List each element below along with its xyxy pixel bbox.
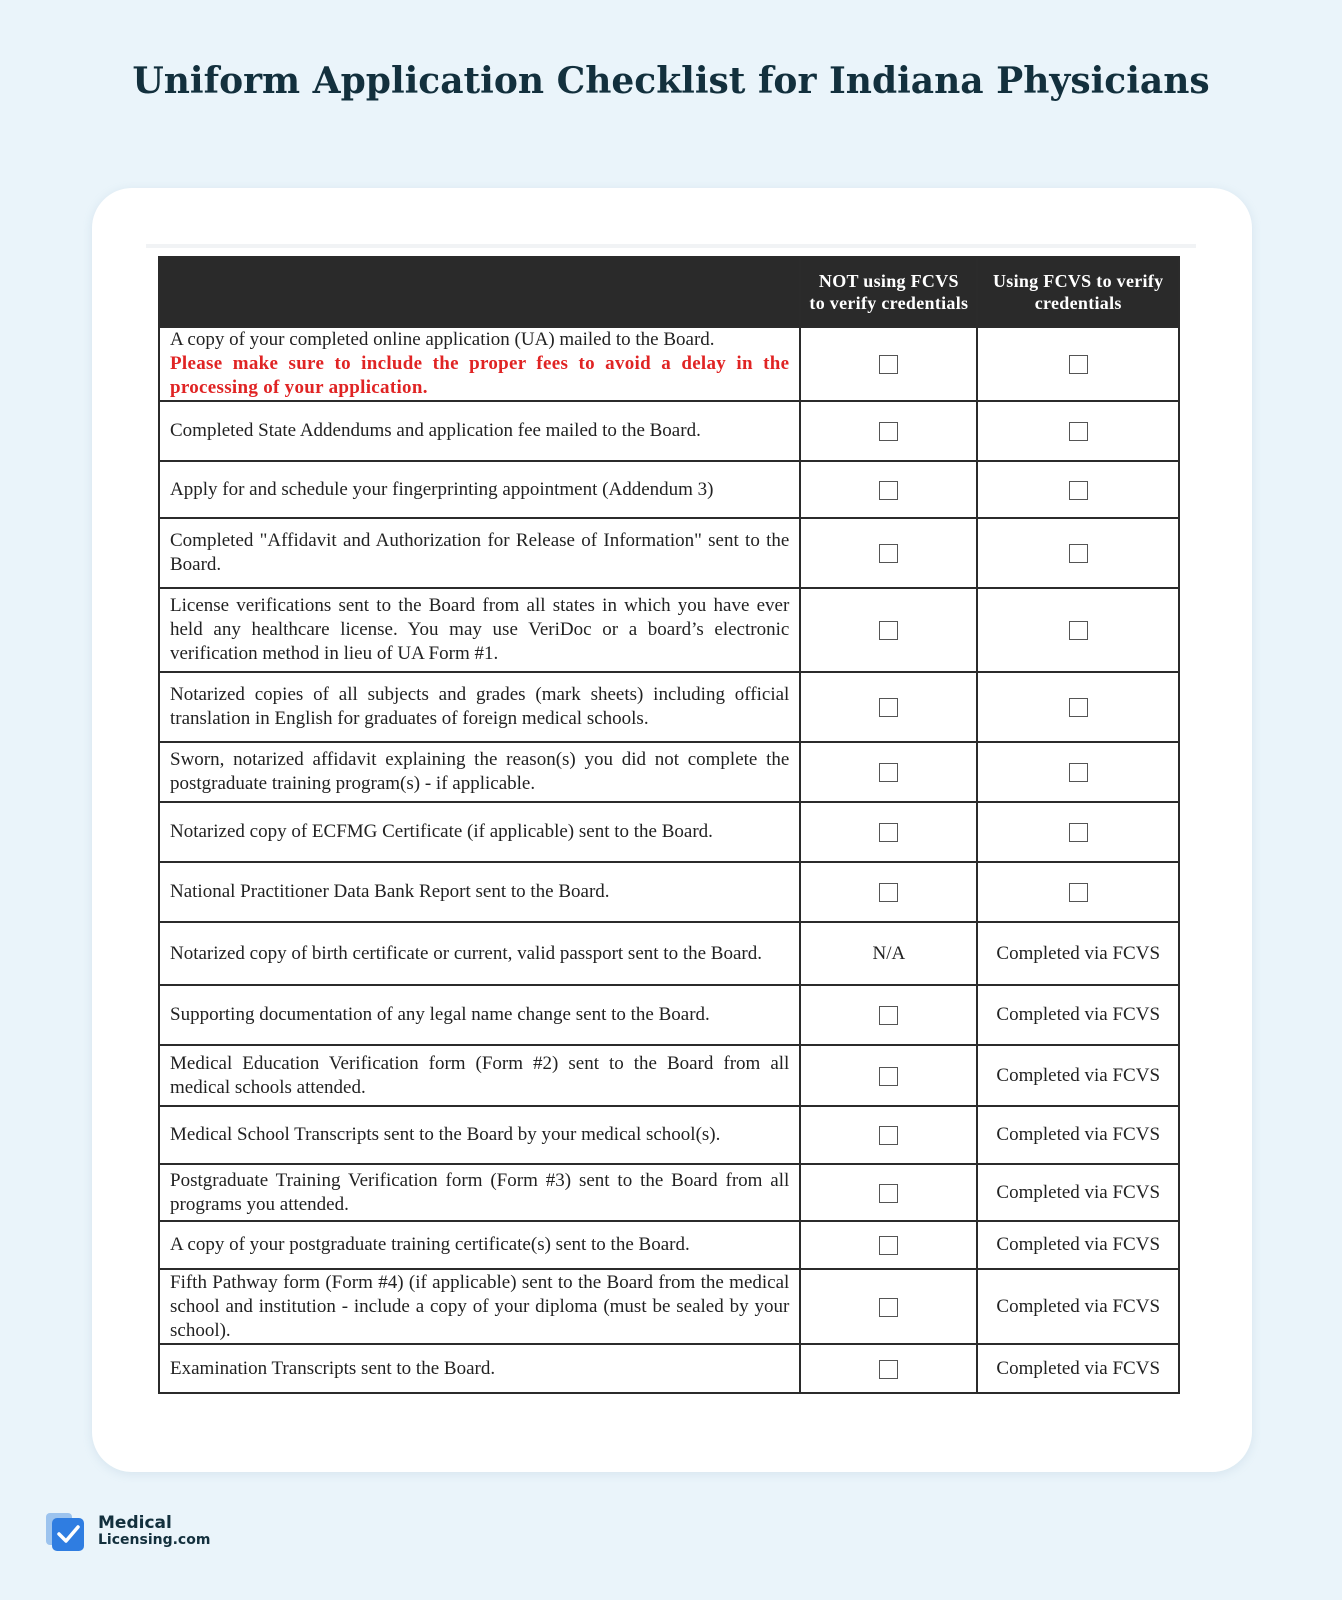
requirement-cell [159, 518, 800, 588]
using-fcvs-cell [977, 862, 1179, 922]
medical-licensing-logo[interactable] [46, 1510, 246, 1554]
checkmark-document-icon [46, 1512, 86, 1552]
checkbox[interactable] [879, 1006, 898, 1025]
using-fcvs-cell [977, 1045, 1179, 1106]
not-using-fcvs-cell [800, 742, 977, 802]
checkbox[interactable] [879, 883, 898, 902]
not-using-fcvs-cell [800, 327, 977, 401]
not-using-fcvs-cell [800, 922, 977, 985]
requirement-text: Supporting documentation of any legal name change sent to the Board. [170, 1004, 710, 1025]
checkbox[interactable] [879, 823, 898, 842]
using-fcvs-cell [977, 1269, 1179, 1344]
page-title: Uniform Application Checklist for Indiana Physicians [132, 60, 1210, 102]
requirement-text: Notarized copy of ECFMG Certificate (if applicable) sent to the Board. [170, 821, 713, 842]
checkbox[interactable] [1069, 355, 1088, 374]
checkbox[interactable] [1069, 698, 1088, 717]
table-row [159, 1269, 1179, 1344]
not-using-fcvs-cell [800, 862, 977, 922]
using-fcvs-cell [977, 518, 1179, 588]
logo-line-1: Medical [98, 1513, 172, 1533]
using-fcvs-cell [977, 672, 1179, 742]
not-using-fcvs-cell [800, 461, 977, 518]
requirement-cell [159, 985, 800, 1045]
fee-warning-note: Please make sure to include the proper fees to avoid a delay in the processing of your application. [170, 353, 790, 398]
requirement-cell [159, 802, 800, 862]
requirement-text: Postgraduate Training Verification form (Form #3) sent to the Board from all programs you attended. [170, 1169, 790, 1215]
logo-line-2: Licensing.com [98, 1532, 211, 1548]
completed-via-fcvs-text: Completed via FCVS [996, 1004, 1161, 1025]
table-header-row [159, 257, 1179, 327]
requirement-text: National Practitioner Data Bank Report sent to the Board. [170, 881, 610, 902]
not-using-fcvs-cell [800, 1344, 977, 1393]
logo-text [98, 1514, 210, 1549]
header-requirement [159, 257, 800, 327]
not-using-fcvs-cell [800, 401, 977, 461]
table-row [159, 1221, 1179, 1269]
checkbox[interactable] [879, 621, 898, 640]
checkbox[interactable] [1069, 763, 1088, 782]
completed-via-fcvs-text: Completed via FCVS [996, 942, 1161, 964]
requirement-cell [159, 327, 800, 401]
requirement-text: Notarized copy of birth certificate or current, valid passport sent to the Board. [170, 942, 762, 964]
table-row [159, 1164, 1179, 1221]
requirement-cell [159, 1221, 800, 1269]
table-row [159, 802, 1179, 862]
requirement-text: Medical School Transcripts sent to the Board by your medical school(s). [170, 1124, 721, 1145]
using-fcvs-cell [977, 922, 1179, 985]
header-not-using-fcvs: NOT using FCVS to verify credentials [800, 257, 977, 327]
table-row [159, 862, 1179, 922]
checkbox[interactable] [1069, 544, 1088, 563]
not-using-fcvs-cell [800, 1221, 977, 1269]
table-row [159, 401, 1179, 461]
completed-via-fcvs-text: Completed via FCVS [996, 1124, 1161, 1145]
requirement-cell [159, 1344, 800, 1393]
completed-via-fcvs-text: Completed via FCVS [996, 1181, 1161, 1203]
requirement-cell [159, 672, 800, 742]
table-row [159, 1106, 1179, 1164]
requirement-text: Apply for and schedule your fingerprinting appointment (Addendum 3) [170, 478, 714, 500]
using-fcvs-cell [977, 588, 1179, 672]
checkbox[interactable] [879, 355, 898, 374]
not-applicable-text: N/A [872, 942, 906, 964]
checkbox[interactable] [879, 1067, 898, 1086]
table-row [159, 588, 1179, 672]
requirement-text: Examination Transcripts sent to the Board. [170, 1357, 496, 1379]
using-fcvs-cell [977, 742, 1179, 802]
requirement-cell [159, 1269, 800, 1344]
checkbox[interactable] [1069, 621, 1088, 640]
using-fcvs-cell [977, 327, 1179, 401]
using-fcvs-cell [977, 401, 1179, 461]
not-using-fcvs-cell [800, 1164, 977, 1221]
table-row [159, 922, 1179, 985]
completed-via-fcvs-text: Completed via FCVS [996, 1295, 1161, 1317]
requirement-cell [159, 461, 800, 518]
table-row [159, 672, 1179, 742]
requirement-cell [159, 1106, 800, 1164]
scan-edge [146, 244, 1196, 248]
requirement-cell [159, 588, 800, 672]
checklist-table [158, 256, 1180, 1394]
checkbox[interactable] [879, 481, 898, 500]
using-fcvs-cell [977, 1221, 1179, 1269]
requirement-text: Fifth Pathway form (Form #4) (if applicable) sent to the Board from the medical school and institution - include a copy of your diploma (must be sealed by your school). [170, 1271, 790, 1341]
not-using-fcvs-cell [800, 1106, 977, 1164]
not-using-fcvs-cell [800, 1045, 977, 1106]
requirement-text: A copy of your postgraduate training certificate(s) sent to the Board. [170, 1234, 690, 1255]
not-using-fcvs-cell [800, 518, 977, 588]
table-row [159, 1344, 1179, 1393]
requirement-cell [159, 922, 800, 985]
using-fcvs-cell [977, 802, 1179, 862]
checkbox[interactable] [1069, 823, 1088, 842]
not-using-fcvs-cell [800, 802, 977, 862]
checkbox[interactable] [879, 422, 898, 441]
checkbox[interactable] [1069, 422, 1088, 441]
checkbox[interactable] [1069, 883, 1088, 902]
checkbox[interactable] [879, 1236, 898, 1255]
table-row [159, 1045, 1179, 1106]
table-row [159, 518, 1179, 588]
requirement-text: Completed "Affidavit and Authorization for Release of Information" sent to the Board. [170, 530, 790, 575]
requirement-text: Completed State Addendums and application fee mailed to the Board. [170, 420, 701, 441]
requirement-cell [159, 862, 800, 922]
checkbox[interactable] [879, 1126, 898, 1145]
not-using-fcvs-cell [800, 1269, 977, 1344]
checkbox[interactable] [879, 1298, 898, 1317]
requirement-text: Medical Education Verification form (Form #2) sent to the Board from all medical schools attended. [170, 1052, 790, 1098]
not-using-fcvs-cell [800, 588, 977, 672]
header-using-fcvs: Using FCVS to verify credentials [977, 257, 1179, 327]
requirement-cell [159, 401, 800, 461]
not-using-fcvs-cell [800, 672, 977, 742]
table-row [159, 461, 1179, 518]
requirement-text: Notarized copies of all subjects and grades (mark sheets) including official translation in English for graduates of foreign medical schools. [170, 684, 790, 729]
completed-via-fcvs-text: Completed via FCVS [996, 1357, 1161, 1379]
table-row [159, 985, 1179, 1045]
using-fcvs-cell [977, 1164, 1179, 1221]
completed-via-fcvs-text: Completed via FCVS [996, 1064, 1161, 1086]
requirement-cell [159, 1164, 800, 1221]
checkbox[interactable] [879, 1184, 898, 1203]
requirement-text: License verifications sent to the Board from all states in which you have ever held any healthcare license. You may use VeriDoc or a board’s electronic verification method in lieu of UA Form #1. [170, 595, 790, 664]
requirement-text: Sworn, notarized affidavit explaining the reason(s) you did not complete the postgraduate training program(s) - if applicable. [170, 749, 790, 794]
requirement-text: A copy of your completed online application (UA) mailed to the Board. [170, 329, 715, 350]
requirement-cell [159, 742, 800, 802]
completed-via-fcvs-text: Completed via FCVS [996, 1234, 1161, 1255]
checklist-card [92, 188, 1252, 1472]
checkbox[interactable] [879, 698, 898, 717]
checkbox[interactable] [1069, 481, 1088, 500]
table-row [159, 327, 1179, 401]
checkbox[interactable] [879, 1360, 898, 1379]
checkbox[interactable] [879, 544, 898, 563]
requirement-cell [159, 1045, 800, 1106]
checkbox[interactable] [879, 763, 898, 782]
using-fcvs-cell [977, 1344, 1179, 1393]
not-using-fcvs-cell [800, 985, 977, 1045]
table-row [159, 742, 1179, 802]
using-fcvs-cell [977, 1106, 1179, 1164]
using-fcvs-cell [977, 985, 1179, 1045]
using-fcvs-cell [977, 461, 1179, 518]
